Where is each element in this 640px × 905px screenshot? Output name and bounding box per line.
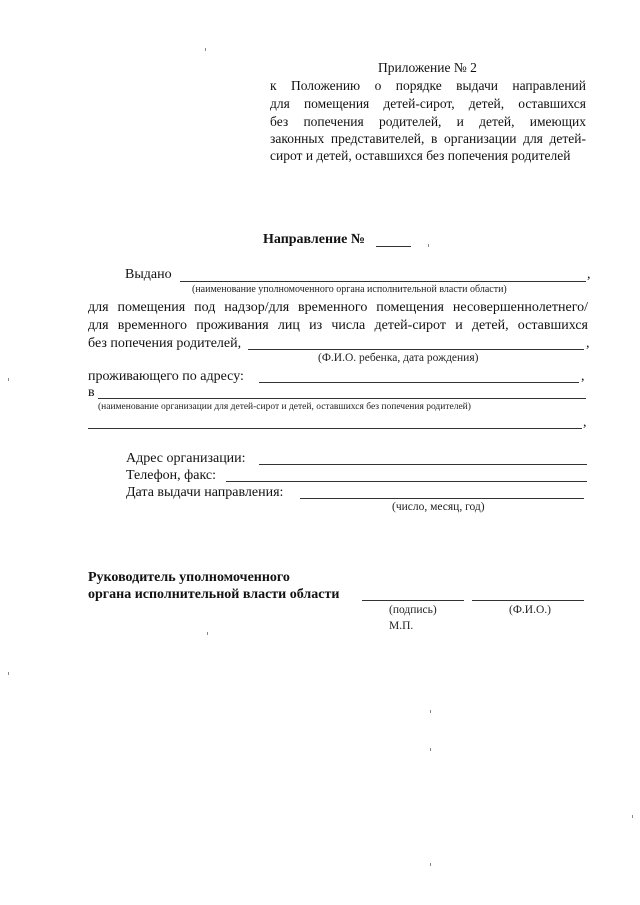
org-line[interactable]: [98, 398, 586, 399]
purpose-line-3: без попечения родителей,: [88, 336, 242, 351]
scan-speck: [430, 748, 431, 751]
child-caption: (Ф.И.О. ребенка, дата рождения): [318, 352, 479, 364]
org-comma: ,: [583, 415, 587, 430]
scan-speck: [207, 632, 208, 635]
header-line-5: сирот и детей, оставшихся без попечения родителей: [270, 148, 571, 163]
issued-to-caption: (наименование уполномоченного органа исполнительной власти области): [192, 284, 507, 295]
phone-line[interactable]: [226, 481, 587, 482]
header-line-4: законных представителей, в организации для детей-: [270, 131, 586, 146]
issue-date-caption: (число, месяц, год): [392, 501, 485, 513]
header-line-3: без попечения родителей, и детей, имеющих: [270, 114, 586, 129]
header-line-1: к Положению о порядке выдачи направлений: [270, 78, 586, 93]
child-name-line[interactable]: [248, 349, 584, 350]
scan-speck: [430, 863, 431, 866]
stamp-label: М.П.: [389, 620, 414, 632]
header-line-2: для помещения детей-сирот, детей, оставшихся: [270, 96, 586, 111]
address-line[interactable]: [259, 382, 579, 383]
name-caption: (Ф.И.О.): [509, 604, 551, 616]
org-address-line[interactable]: [259, 464, 587, 465]
issued-to-label: Выдано: [125, 267, 172, 282]
in-label: в: [88, 385, 95, 400]
phone-label: Телефон, факс:: [126, 468, 217, 483]
scan-speck: [430, 710, 431, 713]
title-number-line: [376, 246, 411, 247]
issue-date-line[interactable]: [300, 498, 584, 499]
org-line-2[interactable]: [88, 428, 582, 429]
org-address-label: Адрес организации:: [126, 451, 246, 466]
issued-to-line[interactable]: [180, 281, 586, 282]
signature-line[interactable]: [362, 600, 464, 601]
scan-speck: [205, 48, 206, 51]
appendix-title: Приложение № 2: [378, 60, 477, 75]
head-title-line-1: Руководитель уполномоченного: [88, 570, 290, 585]
address-label: проживающего по адресу:: [88, 369, 244, 384]
signature-caption: (подпись): [389, 604, 437, 616]
child-name-comma: ,: [586, 336, 590, 351]
name-line[interactable]: [472, 600, 584, 601]
head-title-line-2: органа исполнительной власти области: [88, 587, 340, 602]
issue-date-label: Дата выдачи направления:: [126, 485, 284, 500]
document-title: [263, 232, 365, 248]
purpose-line-2: для временного проживания лиц из числа детей-сирот и детей, оставшихся: [88, 318, 588, 333]
address-comma: ,: [581, 369, 585, 384]
document-title-text: Направление №: [263, 232, 365, 247]
purpose-line-1: для помещения под надзор/для временного помещения несовершеннолетнего/: [88, 300, 588, 315]
issued-to-comma: ,: [587, 267, 591, 282]
scan-speck: [8, 672, 9, 675]
scan-speck: [632, 815, 633, 818]
scan-speck: [428, 244, 429, 247]
scan-speck: [8, 378, 9, 381]
org-caption: (наименование организации для детей-сирот и детей, оставшихся без попечения родителей): [98, 402, 471, 412]
